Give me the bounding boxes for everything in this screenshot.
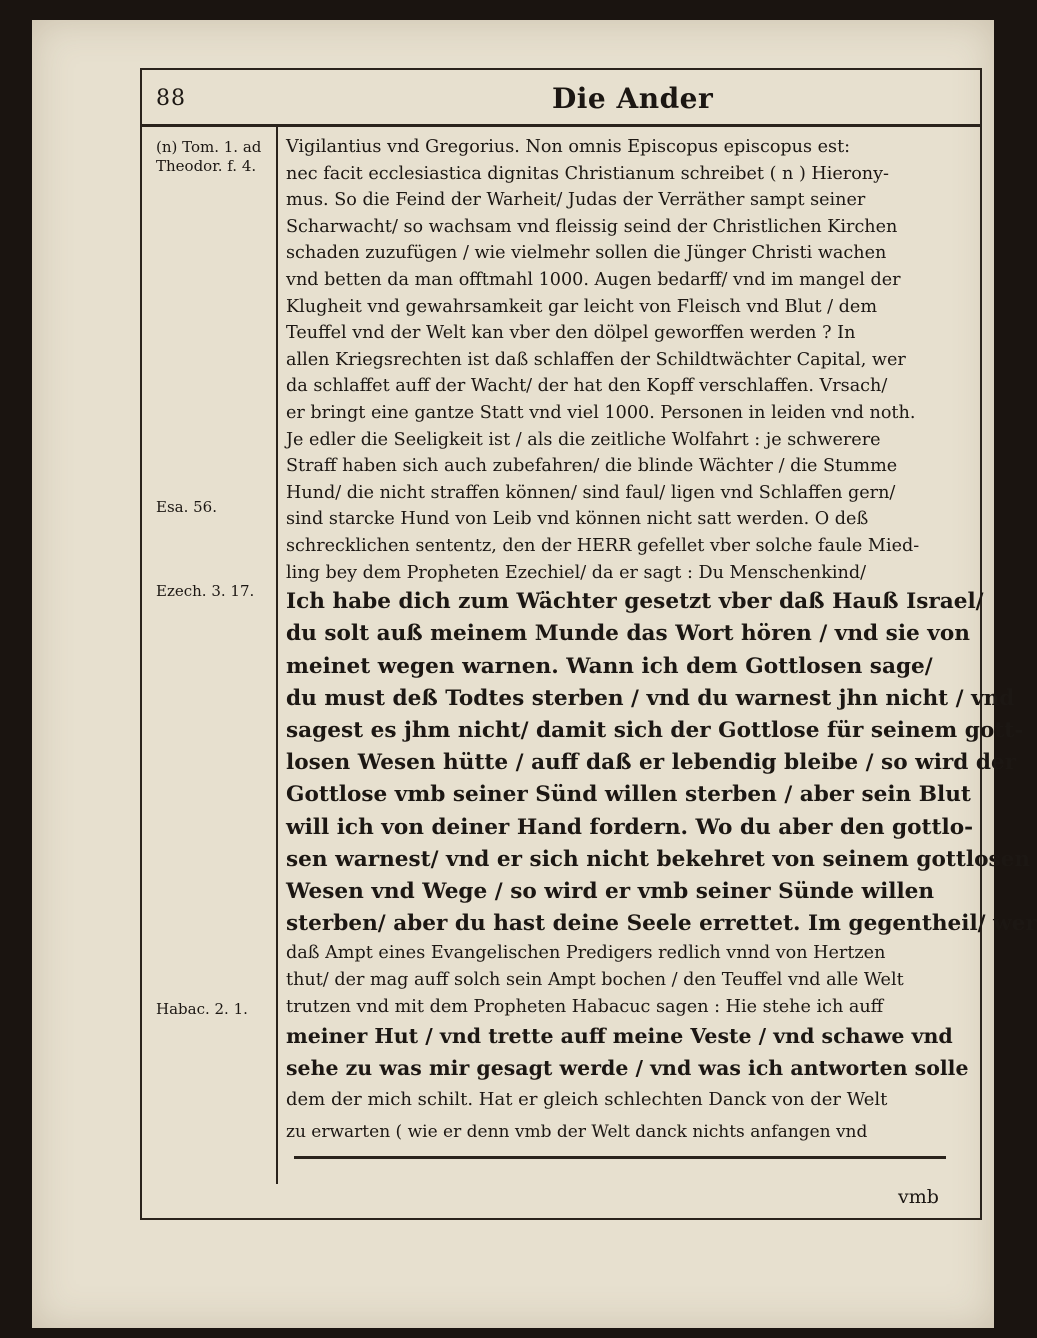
text-line: Wesen vnd Wege / so wird er vmb seiner Sünde willen [286, 878, 935, 904]
text-line: Klugheit vnd gewahrsamkeit gar leicht von Fleisch vnd Blut / dem [286, 296, 878, 317]
text-line: du must deß Todtes sterben / vnd du warnest jhn nicht / vnd [286, 685, 1015, 711]
margin-note-hieronymus: (n) Tom. 1. ad Theodor. f. 4. [156, 138, 262, 175]
text-line: schrecklichen sententz, den der HERR gefellet vber solche faule Mied- [286, 535, 920, 556]
text-block-quote-ezechiel [286, 586, 1037, 940]
text-line: dem der mich schilt. Hat er gleich schlechten Danck von der Welt [286, 1089, 888, 1111]
text-line: meiner Hut / vnd trette auff meine Veste / vnd schawe vnd [286, 1024, 953, 1049]
text-line: vnd betten da man offtmahl 1000. Augen bedarff/ vnd im mangel der [286, 269, 901, 290]
frame-rule-left [140, 68, 142, 1218]
text-block-1 [286, 134, 946, 586]
text-line: Hund/ die nicht straffen können/ sind faul/ ligen vnd Schlaffen gern/ [286, 482, 896, 503]
catchword: vmb [898, 1186, 939, 1208]
text-line: schaden zuzufügen / wie vielmehr sollen die Jünger Christi wachen [286, 243, 887, 264]
frame-rule-top [140, 68, 982, 70]
text-line: trutzen vnd mit dem Propheten Habacuc sagen : Hie stehe ich auff [286, 996, 884, 1017]
text-line: daß Ampt eines Evangelischen Predigers redlich vnnd von Hertzen [286, 943, 886, 964]
text-line: sehe zu was mir gesagt werde / vnd was ich antworten solle [286, 1056, 969, 1081]
page-number: 88 [156, 86, 186, 111]
running-head: Die Ander [552, 82, 714, 115]
text-line: sind starcke Hund von Leib vnd können nicht satt werden. O deß [286, 509, 869, 530]
text-line: Je edler die Seeligkeit ist / als die zeitliche Wolfahrt : je schwerere [286, 429, 881, 450]
text-line: Gottlose vmb seiner Sünd willen sterben / aber sein Blut [286, 782, 971, 808]
text-line: Vigilantius vnd Gregorius. Non omnis Episcopus episcopus est: [286, 137, 851, 157]
margin-note-ezech: Ezech. 3. 17. [156, 582, 255, 600]
margin-column-rule [276, 124, 278, 1184]
text-line: sterben/ aber du hast deine Seele errettet. Im gegentheil/ wer [286, 911, 1037, 937]
text-line: allen Kriegsrechten ist daß schlaffen der Schildtwächter Capital, wer [286, 349, 906, 370]
text-line: du solt auß meinem Munde das Wort hören / vnd sie von [286, 621, 970, 647]
frame-rule-bottom [140, 1218, 982, 1220]
text-line: Teuffel vnd der Welt kan vber den dölpel geworffen werden ? In [286, 323, 856, 344]
margin-note-habac: Habac. 2. 1. [156, 1000, 248, 1018]
text-line: er bringt eine gantze Statt vnd viel 1000. Personen in leiden vnd noth. [286, 402, 916, 423]
frame-rule-right [980, 68, 982, 1218]
text-block-3 [286, 940, 946, 1020]
text-line: sagest es jhm nicht/ damit sich der Gottlose für seinem gott- [286, 717, 1024, 743]
text-line: nec facit ecclesiastica dignitas Christianum schreibet ( n ) Hierony- [286, 163, 890, 184]
text-line: Ich habe dich zum Wächter gesetzt vber daß Hauß Israel/ [286, 589, 984, 615]
text-end-rule [294, 1156, 946, 1159]
header-rule [140, 124, 982, 127]
text-line: Straff haben sich auch zubefahren/ die blinde Wächter / die Stumme [286, 456, 898, 477]
text-line: sen warnest/ vnd er sich nicht bekehret von seinem gottlosen [286, 846, 1031, 872]
text-line: mus. So die Feind der Warheit/ Judas der Verräther sampt seiner [286, 190, 866, 211]
text-line: Scharwacht/ so wachsam vnd fleissig seind der Christlichen Kirchen [286, 216, 898, 237]
text-line: zu erwarten ( wie er denn vmb der Welt danck nichts anfangen vnd [286, 1122, 868, 1143]
text-line: da schlaffet auff der Wacht/ der hat den Kopff verschlaffen. Vrsach/ [286, 376, 888, 397]
body-text [286, 134, 1037, 1148]
text-line: will ich von deiner Hand fordern. Wo du aber den gottlo- [286, 814, 974, 840]
margin-note-esa: Esa. 56. [156, 498, 217, 516]
book-page [32, 20, 1037, 1328]
text-line: losen Wesen hütte / auff daß er lebendig bleibe / so wird der [286, 750, 1017, 776]
text-line: thut/ der mag auff solch sein Ampt bochen / den Teuffel vnd alle Welt [286, 969, 904, 990]
text-line: ling bey dem Propheten Ezechiel/ da er sagt : Du Menschenkind/ [286, 562, 867, 583]
text-line: meinet wegen warnen. Wann ich dem Gottlosen sage/ [286, 653, 933, 679]
text-block-quote-habacuc [286, 1020, 969, 1148]
